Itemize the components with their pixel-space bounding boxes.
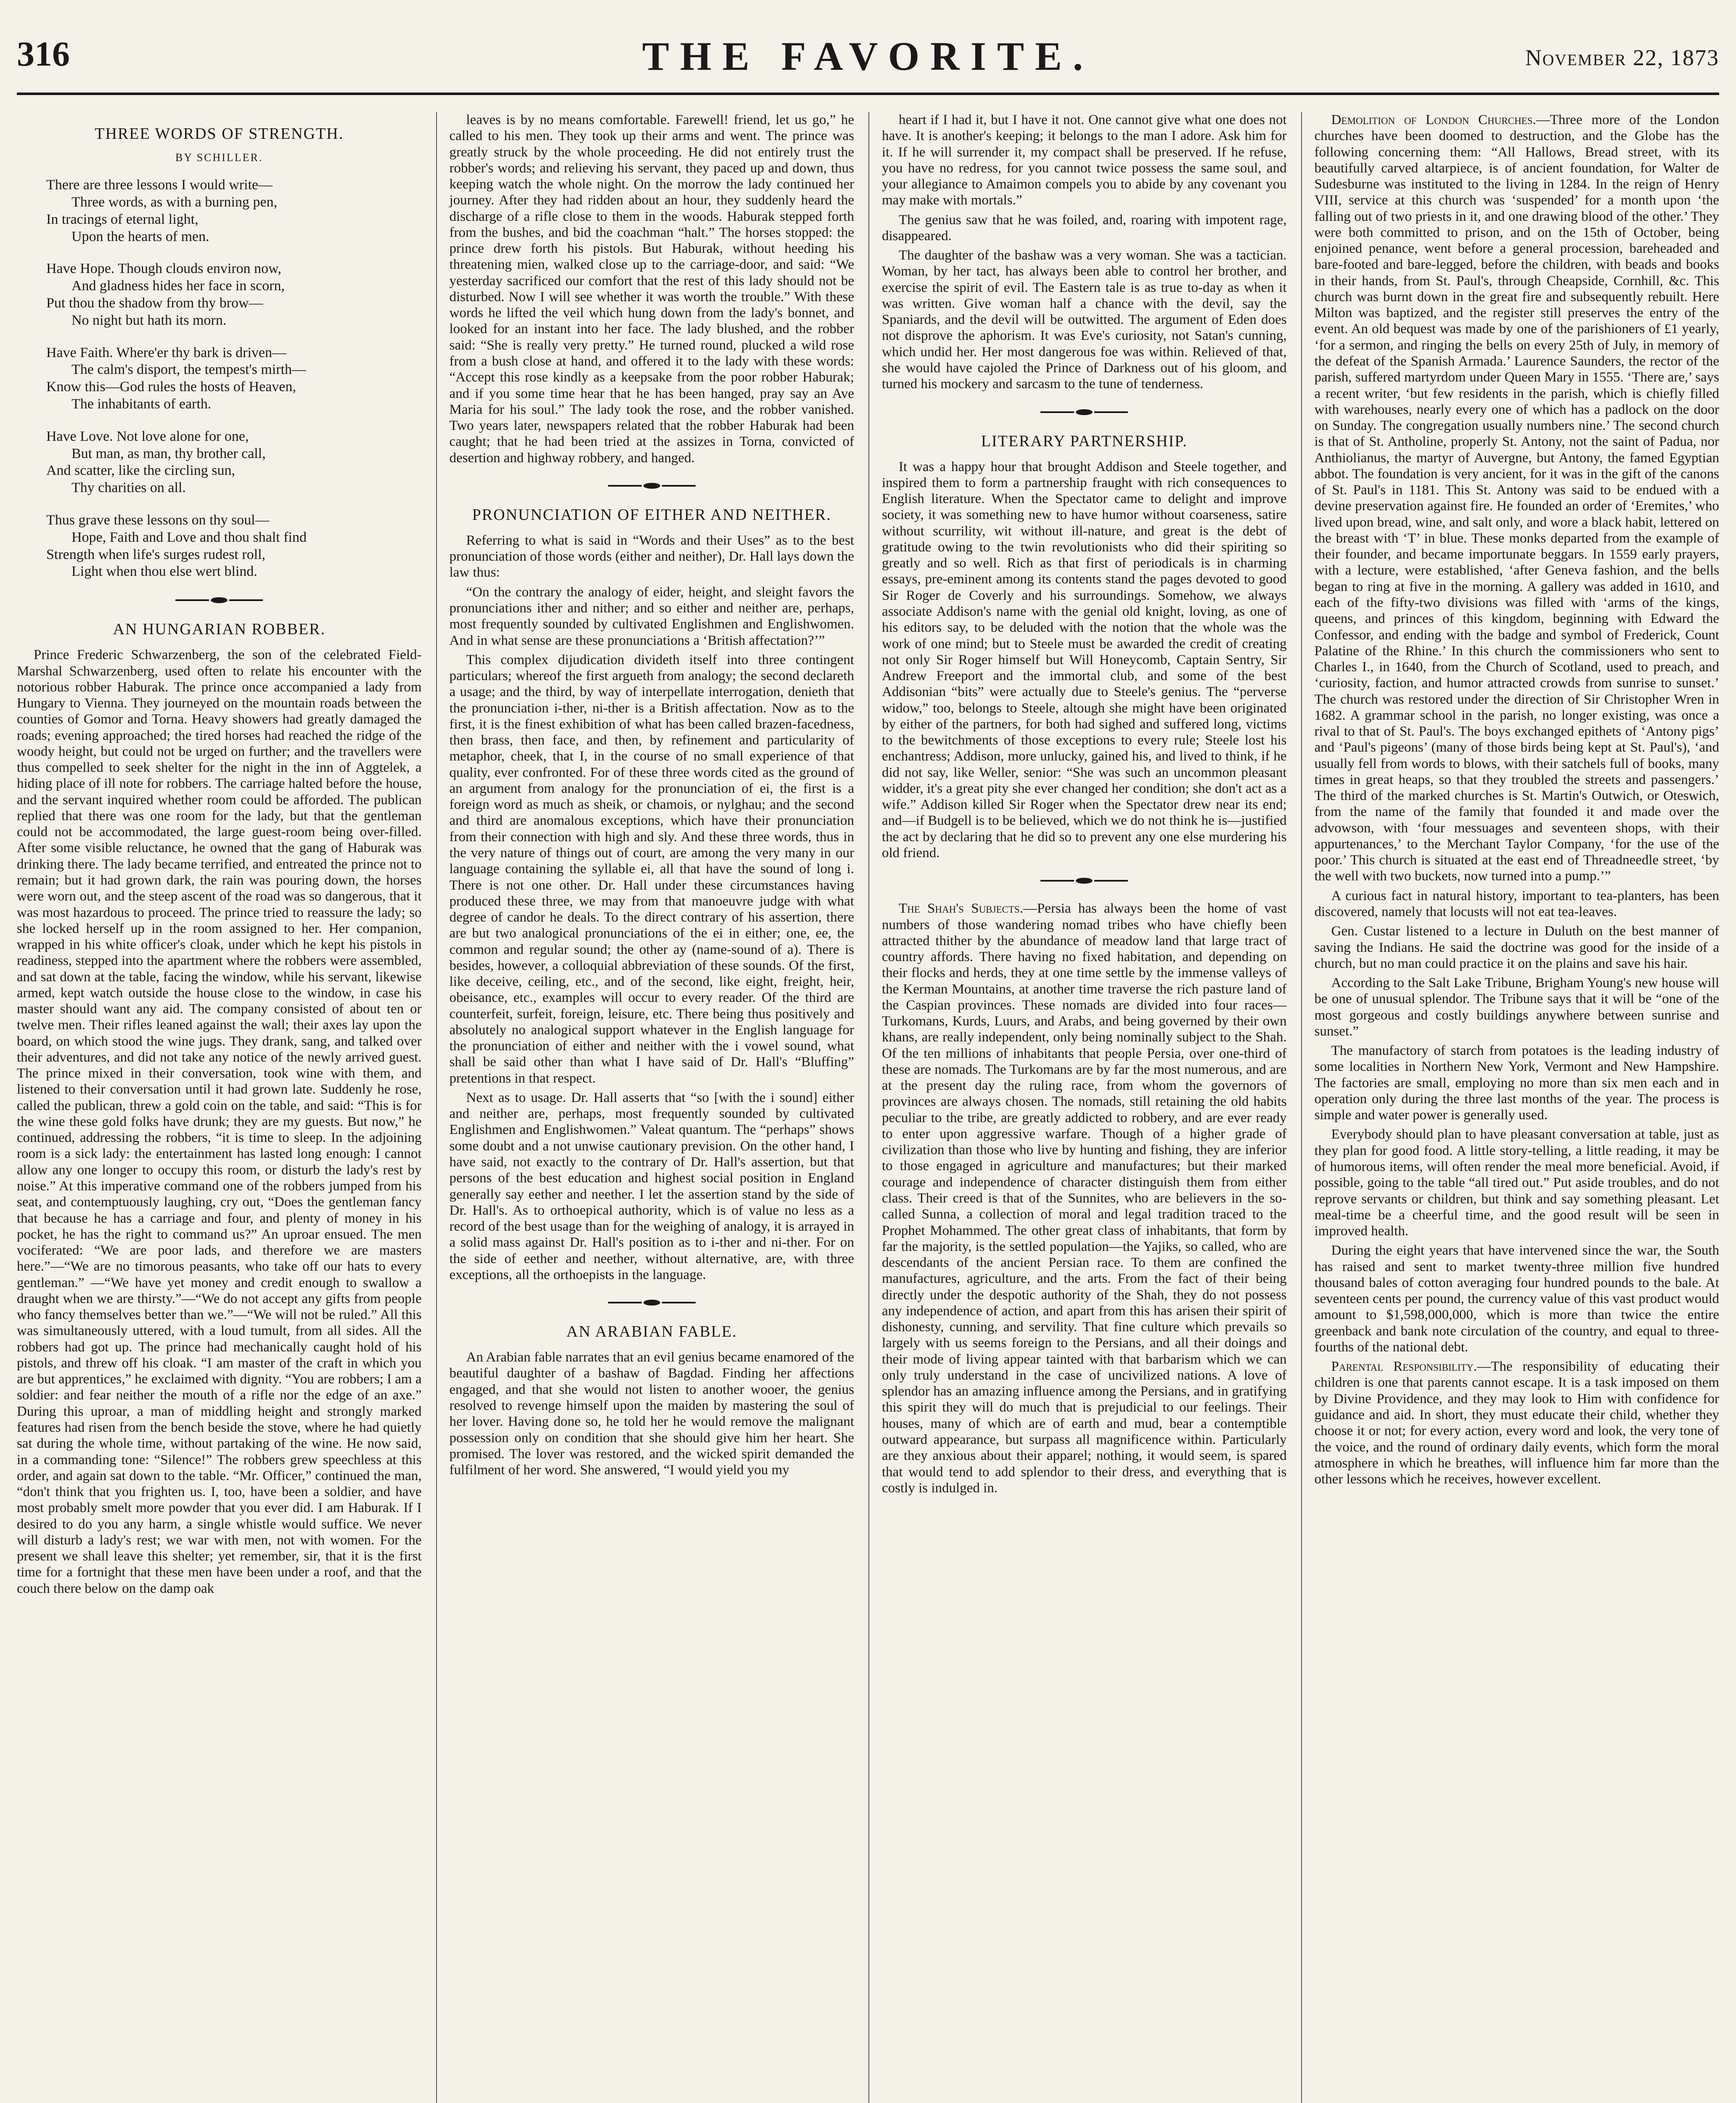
page-number: 316 [17, 34, 70, 74]
paragraph: It was a happy hour that brought Addison and Steele together, and inspired them to form a partnership fraught with rich consequences to English literature. When the Spectator came to delight and improve society, it was something new to have humor without coarseness, satire without scurrility, wit without ill-nature, and great is the debt of gratitude owing to the twin revolutionists who did their spiriting so greatly and so well. Rich as that first of periodicals is in charming essays, pre-eminent among its contents stand the pages devoted to good Sir Roger de Coverly and his surroundings. Somehow, we always associate Addison's name with the genial old knight, loving, as one of his editors say, to be deluded with the notion that the whole was the work of one mind; but to Steele must be awarded the credit of creating not only Sir Roger himself but Will Honeycomb, Captain Sentry, Sir Andrew Freeport and the immortal club, and some of the best Addisonian “bits” were actually due to Steele's genius. The “perverse widow,” too, belongs to Steele, altough she might have been originated by either of the partners, for both had sighed and suffered long, victims to the bewitchments of those exceptions to every rule; Steele lost his enchantress; Addison, more unlucky, gained his, and lived to think, if he did not say, like Weller, senior: “She was such an uncommon pleasant widder, it's a great pity she ever changed her condition; she don't act as a wife.” Addison killed Sir Roger when the Spectator drew near its end; and—if Budgell is to be believed, which we do not think he is—justified the act by declaring that he did so to prevent any one else murdering his old friend. [882, 459, 1287, 861]
paragraph: Prince Frederic Schwarzenberg, the son of the celebrated Field-Marshal Schwarzenberg, used often to relate his encounter with the notorious robber Haburak. The prince once accompanied a lady from Hungary to Vienna. They journeyed on the mountain roads between the counties of Gomor and Torna. Heavy showers had greatly damaged the roads; evening approached; the tired horses had reached the ridge of the woody height, but could not be urged on further; and the travellers were thus compelled to seek shelter for the night in the inn of Aggtelek, a hiding place of ill note for robbers. The carriage halted before the house, and the servant inquired whether room could be afforded. The publican replied that there was one room for the lady, but that the gentleman could not be accommodated, the large guest-room being over-filled. After some visible reluctance, he owned that the gang of Haburak was drinking there. The lady became terrified, and entreated the prince not to remain; but it had grown dark, the rain was pouring down, the horses were worn out, and the steep ascent of the road was so dangerous, that it was most hazardous to proceed. The prince tried to reassure the lady; so she locked herself up in the room assigned to her. Her companion, wrapped in his white officer's cloak, under which he kept his pistols in readiness, stepped into the apartment where the robbers were assembled, and sat down at the table, facing the window, while his servant, likewise armed, kept watch outside the house close to the window, in case his master should want any aid. The company consisted of about ten or twelve men. Their rifles leaned against the wall; their axes lay upon the board, on which stood the wine jugs. They drank, sang, and talked over their adventures, and did not take any notice of the newly arrived guest. The prince mixed in their conversation, took wine with them, and listened to their conversation until it had grown late. Suddenly he rose, called the publican, threw a gold coin on the table, and said: “This is for the wine these gold folks have drunk; they are my guests. But now,” he continued, addressing the robbers, “it is time to sleep. In the adjoining room is a sick lady: the entertainment has lasted long enough: I cannot allow any one longer to occupy this room, or disturb the lady's rest by noise.” At this imperative command one of the robbers jumped from his seat, and contemptuously laughing, cry out, “Does the gentleman fancy that because he has a carriage and four, and plenty of money in his pocket, he has the right to command us?” An uproar ensued. The men vociferated: “We are poor lads, and therefore we are masters here.”—“We are no timorous peasants, who take off our hats to every gentleman.” —“We have yet money and credit enough to swallow a draught when we are thirsty.”—“We do not accept any gifts from people who fancy themselves better than we.”—“We will not be ruled.” All this was simultaneously uttered, with a loud tumult, from all sides. All the robbers had got up. The prince had mechanically caught hold of his pistols, and threw off his cloak. “I am master of the craft in which you are but apprentices,” he exclaimed with dignity. “You are robbers; I am a soldier: and fear neither the mouth of a rifle nor the edge of an axe.” During this uproar, a man of middling height and strongly marked features had risen from the bench beside the stove, where he had quietly sat during the whole time, without partaking of the wine. He now said, in a commanding tone: “Silence!” The robbers grew speechless at this order, and again sat down to the table. “Mr. Officer,” continued the man, “don't think that you frighten us. I, too, have been a soldier, and have most probably smelt more powder that you ever did. I am Haburak. If I desired to do you any harm, a single whistle would suffice. We never will disturb a lady's rest; we war with men, not with women. For the present we shall leave this shelter; yet remember, sir, that it is the first time for a fortnight that these men have been under a roof, and that the couch there below on the damp oak [17, 647, 422, 1596]
paragraph-text: The manufactory of starch from potatoes is the leading industry of some localities in Northern New York, Vermont and New Hampshire. The factories are small, employing no more than six men each and in operation only during the three last months of the year. The process is simple and water power is generally used. [1314, 1043, 1719, 1123]
poem-line: Strength when life's surges rudest roll, [46, 546, 266, 562]
paragraph-lead: Parental Responsibility. [1331, 1359, 1477, 1375]
paragraph: “On the contrary the analogy of eider, height, and sleight favors the pronunciations ither and nither; and so either and neither are, perhaps, most frequently sounded by cultivated Englishmen and Englishwomen. And in what sense are these pronunciations a ‘British affectation?’” [449, 584, 854, 648]
poem-line: Hope, Faith and Love and thou shalt find [71, 529, 307, 545]
section-divider [17, 597, 422, 603]
fable-title: AN ARABIAN FABLE. [566, 1323, 737, 1341]
poem-line: Thy charities on all. [71, 480, 186, 496]
miscellany-body [1315, 112, 1720, 1487]
pronunciation-title: PRONUNCIATION OF EITHER AND NEITHER. [472, 506, 831, 524]
poem-line: And scatter, like the circling sun, [46, 463, 236, 479]
paragraph [1315, 975, 1720, 1039]
poem-title: THREE WORDS OF STRENGTH. [95, 125, 344, 143]
paragraph [1315, 112, 1720, 885]
paragraph-text: A curious fact in natural history, important to tea-planters, has been discovered, namely that locusts will not eat tea-leaves. [1314, 888, 1719, 920]
paragraph-text: Everybody should plan to have pleasant conversation at table, just as they plan for good food. A little story-telling, a little reading, it may be of humorous items, will often render the meal more beneficial. Avoid, if possible, going to the table “all tired out.” Put aside troubles, and do not reprove servants or children, but think and say something pleasant. Let meal-time be a cheerful time, and the good result will be seen in improved health. [1314, 1127, 1719, 1239]
columns [17, 112, 1719, 2103]
shah-subjects-body [882, 901, 1287, 1496]
paragraph [1315, 1126, 1720, 1239]
poem-line: Have Faith. Where'er thy bark is driven— [46, 344, 287, 360]
poem-line: Know this—God rules the hosts of Heaven, [46, 379, 296, 395]
section-divider [882, 878, 1287, 884]
poem-line: No night but hath its morn. [71, 312, 227, 328]
section-divider [450, 1300, 855, 1306]
poem [46, 177, 422, 580]
poem-stanza [46, 260, 422, 329]
poem-line: Upon the hearts of men. [71, 228, 209, 244]
poem-line: Three words, as with a burning pen, [71, 194, 278, 210]
literary-body [882, 459, 1287, 861]
poem-line: The inhabitants of earth. [71, 396, 212, 412]
section-divider [882, 409, 1287, 415]
paragraph: The daughter of the bashaw was a very woman. She was a tactician. Woman, by her tact, has always been able to control her brother, and exercise the spirit of evil. The Eastern tale is as true to-day as when it was written. Give woman half a chance with the devil, say the Spaniards, and the devil will be outwitted. The argument of Eden does not disprove the aphorism. It was Eve's curiosity, not Satan's cunning, which undid her. Her most dangerous foe was within. Relieved of that, she would have cajoled the Prince of Darkness out of his gloom, and turned his mockery and sarcasm to the tune of tenderness. [882, 248, 1287, 392]
poem-line: But man, as man, thy brother call, [71, 445, 266, 461]
paragraph: Referring to what is said in “Words and their Uses” as to the best pronunciation of those words (either and neither), Dr. Hall lays down the law thus: [449, 532, 854, 580]
newspaper-title: THE FAVORITE. [642, 34, 1094, 79]
column-1 [17, 112, 422, 2103]
column-3 [868, 112, 1287, 2103]
masthead [17, 29, 1719, 95]
fable-body [450, 1349, 855, 1478]
paragraph [1315, 1242, 1720, 1355]
pronunciation-body [450, 532, 855, 1283]
paragraph-text: —Persia has always been the home of vast numbers of those wandering nomad tribes who have chiefly been attracted thither by the abundance of meadow land that large tract of country affords. There having no fixed habitation, and depending on their flocks and herds, they at one time settle by the immense valleys of the Kerman Mountains, at another time traverse the rich pasture land of the Caspian provinces. These nomads are divided into four races—Turkomans, Kurds, Luurs, and Arabs, and being governed by their own khans, are really independent, only being nominally subject to the Shah. Of the ten millions of inhabitants that people Persia, over one-third of these are nomads. The Turkomans are by far the most numerous, and are at the present day the ruling race, from whom the governors of provinces are always chosen. The nomads, still retaining the old habits peculiar to the tribe, are greatly addicted to robbery, and are ever ready to enter upon aggressive warfare. Though of a higher grade of civilization than those who live by hunting and fishing, they are inferior to those engaged in agriculture and manufactures; but their marked courage and independence of character distinguish them from either class. Their creed is that of the Sunnites, who are believers in the so-called Sunna, a collection of moral and legal tradition traced to the Prophet Mohammed. The other great class of inhabitants, that form by far the majority, is the settled population—the Yajiks, so called, who are descendants of the ancient Persian race. To them are confined the manufactures, agriculture, and the arts. From the fact of their being directly under the despotic authority of the Shah, they do not possess any independence of action, and apart from this has arisen their spirit of dishonesty, cunning, and servility. That fine culture which prevails so largely with us seems foreign to the Persians, and all their doings and their mode of living appear tainted with that barbarism which we can only truly understand in the case of uncivilized nations. A love of splendor has an amazing influence among the Persians, and in gratifying this spirit they will do much that is prejudicial to our feelings. Their houses, many of which are of earth and mud, bear a contemptible outward appearance, but surpass all magnificence within. Particularly are they anxious about their apparel; nothing, it would seem, is spared that would tend to add splendor to their dress, and everything that is costly is indulged in. [882, 901, 1287, 1496]
paragraph [1315, 888, 1720, 920]
story-continuation [450, 112, 855, 466]
paragraph-lead: Demolition of London Churches. [1331, 112, 1536, 127]
paragraph-text: According to the Salt Lake Tribune, Brigham Young's new house will be one of unusual splendor. The Tribune says that it will be “one of the most gorgeous and costly buildings anywhere between sunrise and sunset.” [1314, 975, 1719, 1039]
paragraph: leaves is by no means comfortable. Farewell! friend, let us go,” he called to his men. They took up their arms and went. The prince was greatly struck by the whole proceeding. He did not entirely trust the robber's words; and relieving his servant, they paced up and down, thus keeping watch the whole night. On the morrow the lady continued her journey. After they had ridden about an hour, they suddenly heard the discharge of a rifle close to them in the woods. Haburak stepped forth from the bushes, and bid the coachman “halt.” The horses stopped: the prince drew forth his pistols. But Haburak, without heeding his threatening mien, walked close up to the carriage-door, and said: “We yesterday sacrificed our comfort that the rest of this lady should not be disturbed. Now I will see whether it was worth the trouble.” With these words he lifted the veil which hung down from the lady's bonnet, and looked for an instant into her face. The lady blushed, and the robber said: “She is really very pretty.” He turned round, plucked a wild rose from a bush close at hand, and offered it to the lady with these words: “Accept this rose kindly as a keepsake from the poor robber Haburak; and if you some time hear that he has been hanged, pray say an Ave Maria for his soul.” The lady took the rose, and the robber vanished. Two years later, newspapers related that the robber Haburak had been caught; that he had been tried at the assizes in Torna, convicted of desertion and highway robbery, and hanged. [449, 112, 854, 466]
fable-continuation [882, 112, 1287, 392]
paragraph [1315, 1359, 1720, 1487]
paragraph: heart if I had it, but I have it not. One cannot give what one does not have. It is another's keeping; it belongs to the man I adore. Ask him for it. If he will surrender it, my compact shall be preserved. If he refuse, you have no redress, for you cannot twice possess the same soul, and your allegiance to Amaimon compels you to abide by any covenant you may make with mortals.” [882, 112, 1287, 208]
poem-line: Have Love. Not love alone for one, [46, 428, 249, 444]
paragraph [1315, 1043, 1720, 1123]
paragraph: An Arabian fable narrates that an evil genius became enamored of the beautiful daughter of a bashaw of Bagdad. Finding her affections engaged, and that she would not listen to another wooer, the genius resolved to revenge himself upon the maiden by mastering the soul of her lover. Having done so, he told her he would remove the malignant possession only on condition that she should give him her heart. She promised. The lover was restored, and the wicked spirit demanded the fulfilment of her word. She answered, “I would yield you my [449, 1350, 854, 1478]
column-2 [436, 112, 855, 2103]
poem-line: And gladness hides her face in scorn, [71, 278, 285, 294]
poem-line: In tracings of eternal light, [46, 211, 198, 227]
issue-date: November 22, 1873 [1525, 45, 1719, 70]
column-4 [1301, 112, 1720, 2103]
section-divider [450, 483, 855, 489]
poem-line: Light when thou else wert blind. [71, 564, 257, 580]
story-title: AN HUNGARIAN ROBBER. [113, 620, 326, 638]
paragraph [1315, 923, 1720, 972]
poem-line: There are three lessons I would write— [46, 177, 273, 193]
paragraph: This complex dijudication divideth itself into three contingent particulars; whereof the first argueth from analogy; the second declareth a usage; and the third, by way of interpellate interrogation, denieth that the pronunciation i-ther, ni-ther is a British affectation. Now as to the first, it is the finest exhibition of what has been called brazen-facedness, then brass, then face, and then, by refinement and particularity of metaphor, cheek, that I, in the course of no small experience of that quality, ever confronted. For of these three words cited as the ground of an argument from analogy for the pronunciation of ei, the first is a foreign word as much as sheik, or chamois, or nylghau; and the second and third are anomalous exceptions, which have their pronunciation from their connection with high and sly. And these three words, thus in the very nature of things out of court, are among the very many in our language containing the syllable ei, all that have the sound of long i. There is not one other. Dr. Hall under these circumstances having produced these three, we may from that manoeuvre judge with what degree of candor he deals. To the direct contrary of his assertion, there are but two analogical pronunciations of the ei in either; one, ee, the common and regular sound; the other ay (name-sound of a). There is besides, however, a colloquial abbreviation of these sounds. Of the first, like deceive, ceiling, etc., and of the second, like eight, freight, heir, obeisance, etc., examples will occur to every reader. Of the third are counterfeit, surfeit, foreign, leisure, etc. There being thus positively and absolutely no analogical support whatever in the English language for the pronunciation of either and neither with the i vowel sound, what shall be said other than what I have said of Dr. Hall's “Bluffing” pretentions in that respect. [449, 652, 854, 1086]
paragraph-text: —Three more of the London churches have been doomed to destruction, and the Globe has the following concerning them: “All Hallows, Bread street, with its beautifully carved altarpiece, is of ancient foundation, for Walter de Sudesburne was instituted to the living in 1284. In the reign of Henry VIII, service at this church was ‘suspended’ for a month upon ‘the falling out of two priests in it, and one drawing blood of the other.’ They were both committed to prison, and on the 15th of October, being enjoined penance, went before a general procession, bareheaded and bare-footed and bare-legged, before the children, with beads and books in their hands, from St. Paul's, through Cheapside, Cornhill, &c. This church was burnt down in the great fire and subsequently rebuilt. Here Milton was baptized, and the register still preserves the entry of the event. An old bequest was made by one of the parishioners of £1 yearly, ‘for a sermon, and ringing the bells on every 25th of July, in memory of the defeat of the Spanish Armada.’ Laurence Saunders, the rector of the parish, suffered martyrdom under Queen Mary in 1555. ‘There are,’ says a recent writer, ‘but few residents in the parish, which is chiefly filled with warehouses, nearly every one of which has a padlock on the door on Sunday. The congregation usually numbers nine.’ The second church is that of St. Antholine, properly St. Antony, not the saint of Padua, nor Anthiolianus, the martyr of Auvergne, but Antony, the famed Egyptian abbot. The foundation is very ancient, for it was in the gift of the canons of St. Paul's in 1181. This St. Antony was said to be endued with a devine preservation against fire. He founded an order of ‘Eremites,’ who lived upon bread, wine, and salt only, and wore a black habit, lettered on the breast with ‘T’ in blue. These monks departed from the example of their founder, and became importunate beggars. In 1559 early prayers, with a lecture, were established, ‘after Geneva fashion, and the bells began to ring at five in the morning. A gallery was added in 1610, and each of the fifty-two divisions was filled with ‘arms of the kings, queens, and princes of this kingdom, beginning with Edward the Confessor, and ending with the badge and symbol of Frederick, Count Palatine of the Rhine.’ In this church the commissioners who sent to Charles I., in 1640, from the Church of Scotland, used to preach, and ‘curiosity, faction, and humor attracted crowds from sunrise to sunset.’ The church was restored under the direction of Sir Christopher Wren in 1682. A grammar school in the parish, no longer existing, was once a rival to that of St. Paul's. The boys exchanged epithets of ‘Antony pigs’ and ‘Paul's pigeons’ (many of those birds being kept at St. Paul's), ‘and usually fell from words to blows, with their satchels full of books, many times in great heaps, so that they troubled the streets and passengers.’ The third of the marked churches is St. Martin's Outwich, or Oteswich, from the name of the family that founded it and made over the advowson, with ‘four messuages and seventeen shops, with their appurtenances,’ to the Merchant Taylor Company, ‘for the use of the poor.’ This church is situated at the east end of Threadneedle street, ‘by the well with two buckets, now turned into a pump.’” [1314, 112, 1719, 884]
paragraph-text: —The responsibility of educating their children is one that parents cannot escape. It is a task imposed on them by Divine Providence, and they may look to Him with confidence for guidance and aid. In short, they must educate their child, whether they choose it or not; for every action, every word and look, the very tone of the voice, and the round of ordinary daily events, which form the moral atmosphere in which he breathes, will influence him far more than the other lessons which he receives, however excellent. [1314, 1359, 1719, 1487]
poem-stanza [46, 177, 422, 245]
poem-byline: BY SCHILLER. [175, 151, 263, 164]
paragraph: Next as to usage. Dr. Hall asserts that “so [with the i sound] either and neither are, perhaps, most frequently sounded by cultivated Englishmen and Englishwomen.” Valeat quantum. The “perhaps” shows some doubt and a not unwise cautionary prevision. On the other hand, I have said, not exactly to the contrary of Dr. Hall's assertion, but that persons of the best education and highest social position in England generally say eether and neether. I let the assertion stand by the side of Dr. Hall's. As to orthoepical authority, which is of value no less as a record of the best usage than for the weighing of analogy, it is arrayed in a solid mass against Dr. Hall's position as to i-ther and ni-ther. For on the side of eether and neether, without alternative, are, with three exceptions, all the orthoepists in the language. [449, 1090, 854, 1282]
paragraph: The genius saw that he was foiled, and, roaring with impotent rage, disappeared. [882, 212, 1287, 244]
poem-line: Thus grave these lessons on thy soul— [46, 512, 270, 528]
poem-line: Have Hope. Though clouds environ now, [46, 261, 282, 277]
poem-line: The calm's disport, the tempest's mirth— [71, 362, 307, 378]
poem-line: Put thou the shadow from thy brow— [46, 295, 263, 311]
paragraph-text: During the eight years that have intervened since the war, the South has raised and sent to market twenty-three million five hundred thousand bales of cotton averaging four hundred pounds to the bale. At seventeen cents per pound, the currency value of this vast product would amount to $1,598,000,000, which is more than twice the entire greenback and bank note circulation of the country, and equal to three-fourths of the national debt. [1314, 1243, 1719, 1355]
paragraph [882, 901, 1287, 1496]
poem-stanza [46, 344, 422, 413]
story-body [17, 647, 422, 1597]
paragraph-text: Gen. Custar listened to a lecture in Duluth on the best manner of saving the Indians. He said the doctrine was good for the inside of a church, but no man could practice it on the plains and save his hair. [1314, 924, 1719, 971]
paragraph-lead: The Shah's Subjects. [899, 901, 1023, 916]
literary-title: LITERARY PARTNERSHIP. [981, 432, 1188, 450]
poem-stanza [46, 428, 422, 497]
poem-stanza [46, 512, 422, 580]
